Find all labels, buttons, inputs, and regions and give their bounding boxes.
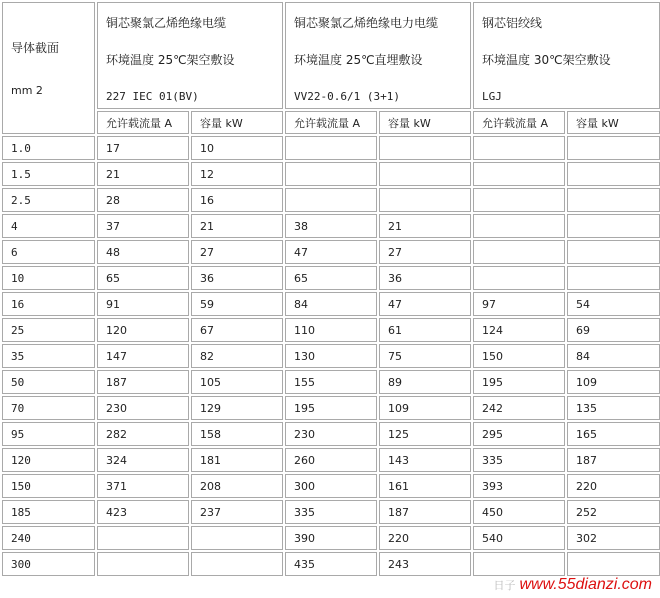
vv22-current-cell bbox=[285, 136, 377, 160]
vv22-current-cell: 195 bbox=[285, 396, 377, 420]
vv22-current-cell bbox=[285, 188, 377, 212]
table-row bbox=[2, 474, 660, 498]
group-model: VV22-0.6/1 (3+1) bbox=[294, 90, 400, 103]
bv-capacity-cell: 181 bbox=[191, 448, 283, 472]
bv-current-cell: 230 bbox=[97, 396, 189, 420]
lgj-current-cell: 195 bbox=[473, 370, 565, 394]
bv-current-cell: 147 bbox=[97, 344, 189, 368]
bv-current-cell: 48 bbox=[97, 240, 189, 264]
section-size-cell: 185 bbox=[2, 500, 95, 524]
vv22-capacity-cell: 61 bbox=[379, 318, 471, 342]
bv-capacity-cell bbox=[191, 552, 283, 576]
table-row bbox=[2, 422, 660, 446]
vv22-current-cell: 230 bbox=[285, 422, 377, 446]
lgj-capacity-cell bbox=[567, 188, 660, 212]
section-size-cell: 70 bbox=[2, 396, 95, 420]
lgj-current-cell bbox=[473, 188, 565, 212]
table-row bbox=[2, 448, 660, 472]
lgj-current-cell: 242 bbox=[473, 396, 565, 420]
table-row bbox=[2, 370, 660, 394]
section-size-cell: 35 bbox=[2, 344, 95, 368]
group-condition: 环境温度 25℃直埋敷设 bbox=[294, 53, 423, 67]
subheader-capacity: 容量 kW bbox=[191, 111, 283, 134]
lgj-capacity-cell: 220 bbox=[567, 474, 660, 498]
section-size-cell: 2.5 bbox=[2, 188, 95, 212]
lgj-capacity-cell: 302 bbox=[567, 526, 660, 550]
bv-current-cell: 120 bbox=[97, 318, 189, 342]
vv22-current-cell: 155 bbox=[285, 370, 377, 394]
subheader-row bbox=[2, 111, 660, 134]
lgj-current-cell: 150 bbox=[473, 344, 565, 368]
lgj-capacity-cell: 165 bbox=[567, 422, 660, 446]
section-size-cell: 300 bbox=[2, 552, 95, 576]
group-title: 铜芯聚氯乙烯绝缘电力电缆 bbox=[294, 16, 439, 30]
corner-title: 导体截面 bbox=[11, 41, 60, 55]
group-model: 227 IEC 01(BV) bbox=[106, 90, 199, 103]
section-size-cell: 120 bbox=[2, 448, 95, 472]
vv22-capacity-cell: 161 bbox=[379, 474, 471, 498]
vv22-capacity-cell: 89 bbox=[379, 370, 471, 394]
lgj-current-cell bbox=[473, 240, 565, 264]
corner-cell bbox=[2, 2, 95, 134]
lgj-current-cell: 97 bbox=[473, 292, 565, 316]
section-size-cell: 150 bbox=[2, 474, 95, 498]
bv-capacity-cell: 129 bbox=[191, 396, 283, 420]
vv22-current-cell: 65 bbox=[285, 266, 377, 290]
section-size-cell: 6 bbox=[2, 240, 95, 264]
vv22-capacity-cell: 243 bbox=[379, 552, 471, 576]
group-title: 钢芯铝绞线 bbox=[482, 16, 543, 30]
vv22-capacity-cell: 21 bbox=[379, 214, 471, 238]
bv-current-cell: 65 bbox=[97, 266, 189, 290]
lgj-current-cell: 393 bbox=[473, 474, 565, 498]
lgj-current-cell bbox=[473, 162, 565, 186]
subheader-current: 允许载流量 A bbox=[97, 111, 189, 134]
bv-current-cell: 371 bbox=[97, 474, 189, 498]
lgj-capacity-cell: 69 bbox=[567, 318, 660, 342]
bv-capacity-cell: 36 bbox=[191, 266, 283, 290]
section-size-cell: 1.5 bbox=[2, 162, 95, 186]
table-row bbox=[2, 500, 660, 524]
lgj-capacity-cell: 135 bbox=[567, 396, 660, 420]
bv-capacity-cell bbox=[191, 526, 283, 550]
vv22-current-cell: 335 bbox=[285, 500, 377, 524]
vv22-capacity-cell: 125 bbox=[379, 422, 471, 446]
header-row bbox=[2, 2, 660, 109]
vv22-capacity-cell: 143 bbox=[379, 448, 471, 472]
vv22-current-cell: 47 bbox=[285, 240, 377, 264]
lgj-current-cell bbox=[473, 552, 565, 576]
bv-current-cell: 28 bbox=[97, 188, 189, 212]
section-size-cell: 1.0 bbox=[2, 136, 95, 160]
vv22-current-cell: 300 bbox=[285, 474, 377, 498]
table-row bbox=[2, 396, 660, 420]
bv-capacity-cell: 10 bbox=[191, 136, 283, 160]
bv-current-cell bbox=[97, 552, 189, 576]
lgj-current-cell bbox=[473, 214, 565, 238]
bv-capacity-cell: 237 bbox=[191, 500, 283, 524]
table-row bbox=[2, 552, 660, 576]
group-condition: 环境温度 30℃架空敷设 bbox=[482, 53, 611, 67]
group-model: LGJ bbox=[482, 90, 502, 103]
lgj-capacity-cell: 54 bbox=[567, 292, 660, 316]
subheader-current: 允许载流量 A bbox=[473, 111, 565, 134]
group-title: 铜芯聚氯乙烯绝缘电缆 bbox=[106, 16, 227, 30]
section-size-cell: 240 bbox=[2, 526, 95, 550]
table-row bbox=[2, 526, 660, 550]
bv-capacity-cell: 67 bbox=[191, 318, 283, 342]
vv22-current-cell: 435 bbox=[285, 552, 377, 576]
vv22-capacity-cell bbox=[379, 162, 471, 186]
group-header-bv bbox=[97, 2, 283, 109]
lgj-current-cell: 124 bbox=[473, 318, 565, 342]
vv22-capacity-cell: 75 bbox=[379, 344, 471, 368]
vv22-capacity-cell: 36 bbox=[379, 266, 471, 290]
lgj-capacity-cell bbox=[567, 552, 660, 576]
vv22-capacity-cell bbox=[379, 188, 471, 212]
vv22-capacity-cell: 27 bbox=[379, 240, 471, 264]
vv22-current-cell: 84 bbox=[285, 292, 377, 316]
table-row bbox=[2, 266, 660, 290]
vv22-capacity-cell: 220 bbox=[379, 526, 471, 550]
bv-capacity-cell: 27 bbox=[191, 240, 283, 264]
table-row bbox=[2, 136, 660, 160]
bv-current-cell: 91 bbox=[97, 292, 189, 316]
subheader-current: 允许载流量 A bbox=[285, 111, 377, 134]
lgj-capacity-cell bbox=[567, 136, 660, 160]
group-header-vv22 bbox=[285, 2, 471, 109]
group-condition: 环境温度 25℃架空敷设 bbox=[106, 53, 235, 67]
lgj-current-cell bbox=[473, 136, 565, 160]
subheader-capacity: 容量 kW bbox=[379, 111, 471, 134]
lgj-current-cell: 540 bbox=[473, 526, 565, 550]
lgj-capacity-cell bbox=[567, 240, 660, 264]
vv22-current-cell: 38 bbox=[285, 214, 377, 238]
table-row bbox=[2, 344, 660, 368]
lgj-current-cell: 450 bbox=[473, 500, 565, 524]
section-size-cell: 95 bbox=[2, 422, 95, 446]
lgj-capacity-cell: 187 bbox=[567, 448, 660, 472]
bv-capacity-cell: 59 bbox=[191, 292, 283, 316]
vv22-current-cell: 390 bbox=[285, 526, 377, 550]
bv-current-cell: 187 bbox=[97, 370, 189, 394]
bv-current-cell bbox=[97, 526, 189, 550]
vv22-capacity-cell: 187 bbox=[379, 500, 471, 524]
watermark-faint: 日子 bbox=[493, 580, 516, 592]
lgj-current-cell: 295 bbox=[473, 422, 565, 446]
table-row bbox=[2, 214, 660, 238]
section-size-cell: 25 bbox=[2, 318, 95, 342]
vv22-capacity-cell: 109 bbox=[379, 396, 471, 420]
corner-unit: mm 2 bbox=[11, 84, 43, 97]
bv-capacity-cell: 208 bbox=[191, 474, 283, 498]
table-row bbox=[2, 318, 660, 342]
bv-current-cell: 37 bbox=[97, 214, 189, 238]
bv-capacity-cell: 16 bbox=[191, 188, 283, 212]
vv22-current-cell: 110 bbox=[285, 318, 377, 342]
table-row bbox=[2, 240, 660, 264]
section-size-cell: 10 bbox=[2, 266, 95, 290]
lgj-current-cell: 335 bbox=[473, 448, 565, 472]
bv-current-cell: 21 bbox=[97, 162, 189, 186]
subheader-capacity: 容量 kW bbox=[567, 111, 660, 134]
vv22-current-cell: 260 bbox=[285, 448, 377, 472]
section-size-cell: 16 bbox=[2, 292, 95, 316]
lgj-capacity-cell: 252 bbox=[567, 500, 660, 524]
bv-capacity-cell: 158 bbox=[191, 422, 283, 446]
lgj-capacity-cell: 109 bbox=[567, 370, 660, 394]
lgj-capacity-cell bbox=[567, 266, 660, 290]
vv22-current-cell: 130 bbox=[285, 344, 377, 368]
bv-current-cell: 324 bbox=[97, 448, 189, 472]
table-row bbox=[2, 188, 660, 212]
lgj-capacity-cell: 84 bbox=[567, 344, 660, 368]
lgj-capacity-cell bbox=[567, 162, 660, 186]
bv-capacity-cell: 12 bbox=[191, 162, 283, 186]
vv22-current-cell bbox=[285, 162, 377, 186]
bv-current-cell: 282 bbox=[97, 422, 189, 446]
lgj-current-cell bbox=[473, 266, 565, 290]
vv22-capacity-cell: 47 bbox=[379, 292, 471, 316]
bv-current-cell: 423 bbox=[97, 500, 189, 524]
watermark bbox=[494, 576, 653, 594]
vv22-capacity-cell bbox=[379, 136, 471, 160]
section-size-cell: 50 bbox=[2, 370, 95, 394]
lgj-capacity-cell bbox=[567, 214, 660, 238]
bv-capacity-cell: 82 bbox=[191, 344, 283, 368]
table-row bbox=[2, 292, 660, 316]
bv-current-cell: 17 bbox=[97, 136, 189, 160]
group-header-lgj bbox=[473, 2, 660, 109]
section-size-cell: 4 bbox=[2, 214, 95, 238]
watermark-text: www.55dianzi.com bbox=[519, 576, 652, 593]
bv-capacity-cell: 105 bbox=[191, 370, 283, 394]
table-row bbox=[2, 162, 660, 186]
bv-capacity-cell: 21 bbox=[191, 214, 283, 238]
